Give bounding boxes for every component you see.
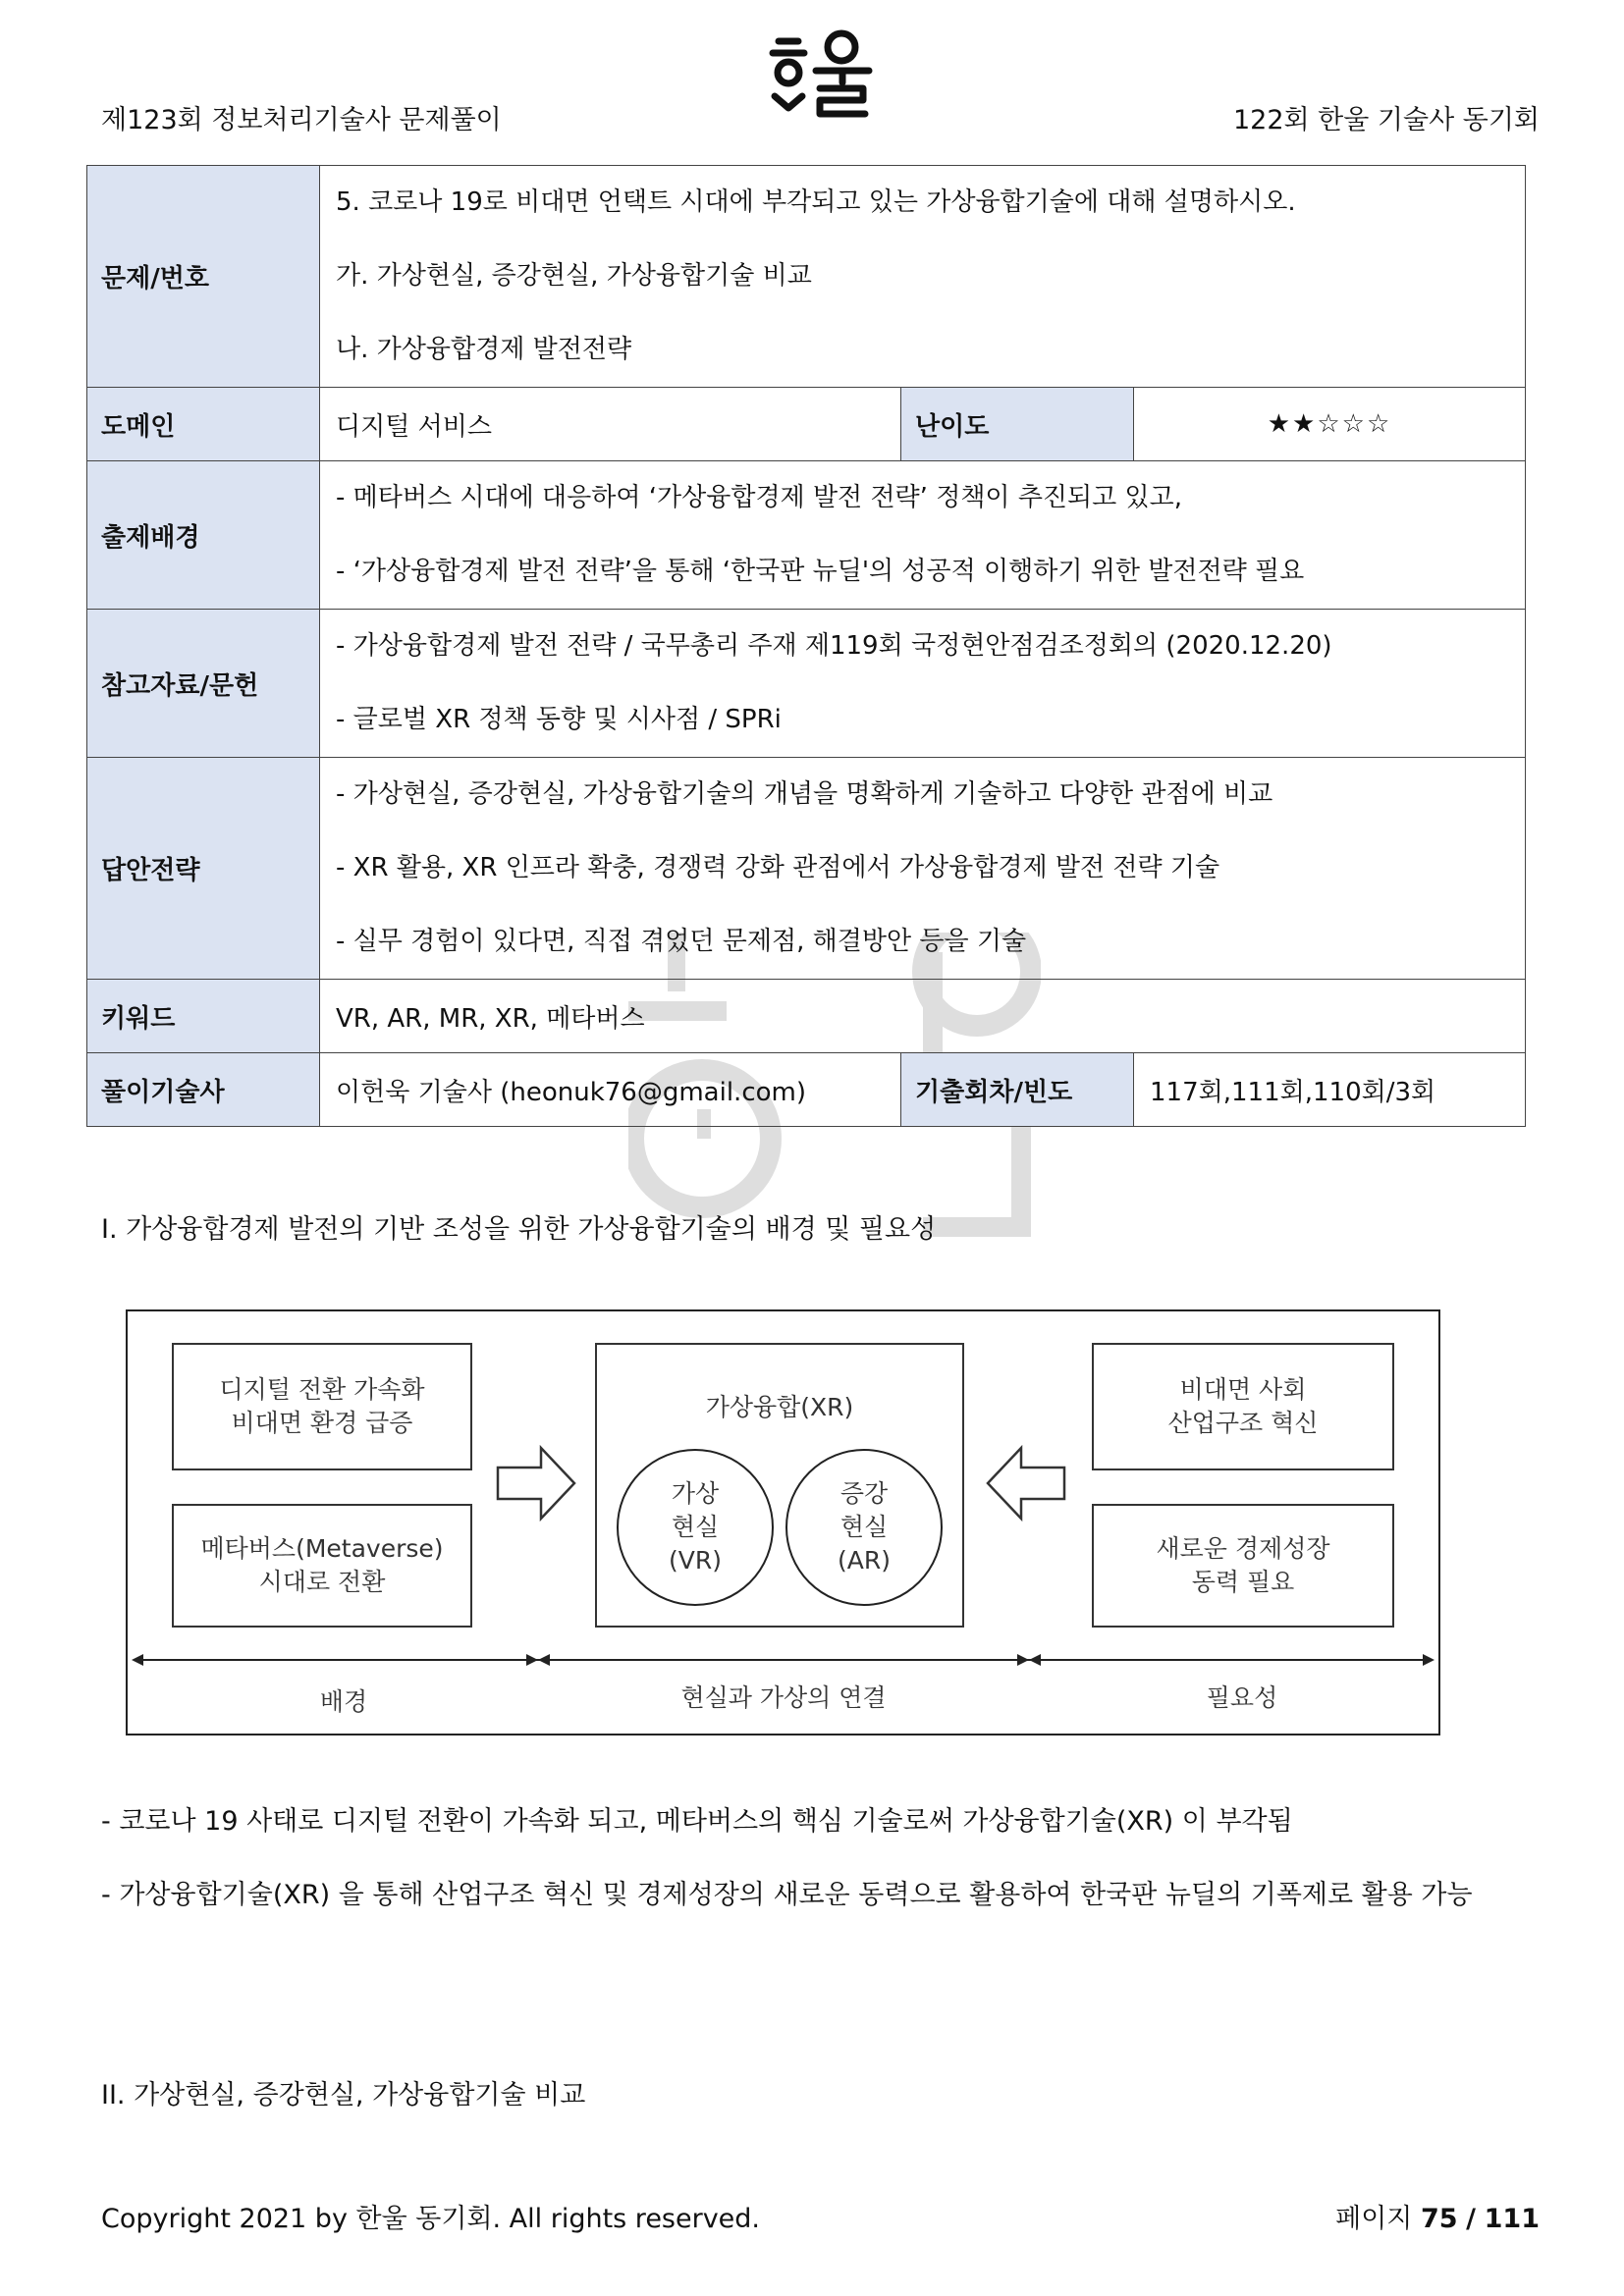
page-current: 75 bbox=[1420, 2204, 1458, 2234]
box-noncontact-society: 비대면 사회 산업구조 혁신 bbox=[1092, 1343, 1394, 1470]
xr-background-diagram bbox=[126, 1309, 1440, 1735]
circle-ar: 증강 현실 (AR) bbox=[785, 1449, 943, 1606]
strategy-cell bbox=[320, 758, 1526, 980]
header-right: 122회 한울 기술사 동기회 bbox=[1232, 105, 1540, 135]
reference-cell bbox=[320, 610, 1526, 758]
xr-center-title: 가상융합(XR) bbox=[705, 1393, 854, 1421]
paragraph-2: - 가상융합기술(XR) 을 통해 산업구조 혁신 및 경제성장의 새로운 동력으로 활용하여 한국판 뉴딜의 기폭제로 활용 가능 bbox=[101, 1880, 1473, 1910]
frequency-label: 기출회차/빈도 bbox=[901, 1053, 1134, 1127]
question-cell bbox=[320, 166, 1526, 388]
page-total: 111 bbox=[1484, 2204, 1540, 2234]
reference-label: 참고자료/문헌 bbox=[87, 610, 320, 758]
difficulty-stars: ★★☆☆☆ bbox=[1134, 388, 1526, 461]
question-info-table bbox=[86, 165, 1526, 1127]
strategy-line: - 가상현실, 증강현실, 가상융합기술의 개념을 명확하게 기술하고 다양한 관점에 비교 bbox=[336, 779, 1273, 809]
keyword-value: VR, AR, MR, XR, 메타버스 bbox=[320, 980, 1526, 1053]
circle-vr: 가상 현실 (VR) bbox=[617, 1449, 774, 1606]
background-cell bbox=[320, 461, 1526, 610]
timeline-arrows bbox=[128, 1650, 1438, 1670]
label-necessity: 필요성 bbox=[1206, 1683, 1278, 1712]
box-new-growth: 새로운 경제성장 동력 필요 bbox=[1092, 1504, 1394, 1628]
page-prefix: 페이지 bbox=[1335, 2204, 1413, 2234]
footer-page-number bbox=[1335, 2197, 1540, 2235]
frequency-value: 117회,111회,110회/3회 bbox=[1134, 1053, 1526, 1127]
author-value: 이헌욱 기술사 (heonuk76@gmail.com) bbox=[320, 1053, 901, 1127]
reference-line: - 가상융합경제 발전 전략 / 국무총리 주재 제119회 국정현안점검조정회의 (2020.12.20) bbox=[336, 631, 1332, 661]
paragraph-1: - 코로나 19 사태로 디지털 전환이 가속화 되고, 메타버스의 핵심 기술로써 가상융합기술(XR) 이 부각됨 bbox=[101, 1806, 1293, 1837]
section-1-title: I. 가상융합경제 발전의 기반 조성을 위한 가상융합기술의 배경 및 필요성 bbox=[101, 1214, 937, 1245]
domain-value: 디지털 서비스 bbox=[320, 388, 901, 461]
question-line: 나. 가상융합경제 발전전략 bbox=[336, 335, 632, 364]
hanul-logo bbox=[769, 27, 877, 135]
question-label: 문제/번호 bbox=[87, 166, 320, 388]
header-left: 제123회 정보처리기술사 문제풀이 bbox=[101, 105, 502, 135]
footer-copyright: Copyright 2021 by 한울 동기회. All rights reserved. bbox=[101, 2204, 761, 2234]
box-metaverse-transition: 메타버스(Metaverse) 시대로 전환 bbox=[172, 1504, 472, 1628]
question-line: 5. 코로나 19로 비대면 언택트 시대에 부각되고 있는 가상융합기술에 대해 설명하시오. bbox=[336, 187, 1296, 217]
page-separator: / bbox=[1466, 2204, 1477, 2234]
label-reality-virtual-link: 현실과 가상의 연결 bbox=[680, 1683, 887, 1712]
author-label: 풀이기술사 bbox=[87, 1053, 320, 1127]
arrow-left-icon bbox=[986, 1444, 1066, 1522]
box-digital-transition: 디지털 전환 가속화 비대면 환경 급증 bbox=[172, 1343, 472, 1470]
difficulty-label: 난이도 bbox=[901, 388, 1134, 461]
question-line: 가. 가상현실, 증강현실, 가상융합기술 비교 bbox=[336, 261, 812, 291]
arrow-right-icon bbox=[496, 1444, 576, 1522]
background-line: - ‘가상융합경제 발전 전략’을 통해 ‘한국판 뉴딜'의 성공적 이행하기 위한 발전전략 필요 bbox=[336, 557, 1305, 586]
background-line: - 메타버스 시대에 대응하여 ‘가상융합경제 발전 전략’ 정책이 추진되고 있고, bbox=[336, 483, 1183, 512]
domain-label: 도메인 bbox=[87, 388, 320, 461]
label-background: 배경 bbox=[319, 1687, 368, 1716]
section-2-title: II. 가상현실, 증강현실, 가상융합기술 비교 bbox=[101, 2080, 586, 2110]
reference-line: - 글로벌 XR 정책 동향 및 시사점 / SPRi bbox=[336, 705, 782, 734]
background-label: 출제배경 bbox=[87, 461, 320, 610]
strategy-line: - 실무 경험이 있다면, 직접 겪었던 문제점, 해결방안 등을 기술 bbox=[336, 927, 1027, 956]
keyword-label: 키워드 bbox=[87, 980, 320, 1053]
strategy-label: 답안전략 bbox=[87, 758, 320, 980]
strategy-line: - XR 활용, XR 인프라 확충, 경쟁력 강화 관점에서 가상융합경제 발전 전략 기술 bbox=[336, 853, 1220, 882]
